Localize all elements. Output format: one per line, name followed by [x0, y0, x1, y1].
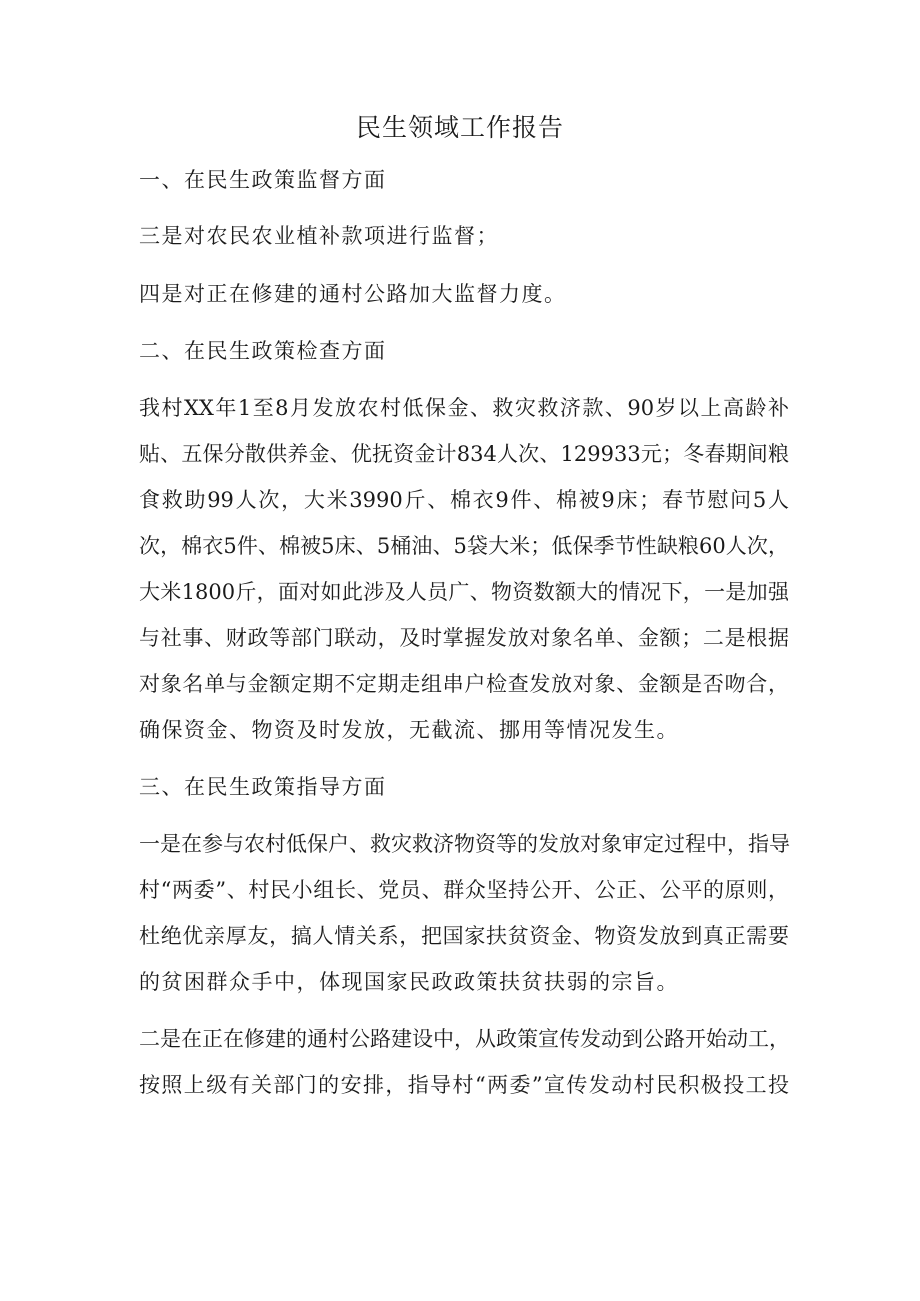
paragraph-line: 按照上级有关部门的安排，指导村“两委”宣传发动村民积极投工投: [139, 1073, 789, 1097]
paragraph-line: 四是对正在修建的通村公路加大监督力度。: [139, 282, 567, 306]
paragraph-line: 次，棉衣5件、棉被5床、5桶油、5袋大米；低保季节性缺粮60人次，: [139, 534, 789, 558]
document-title: 民生领域工作报告: [355, 113, 564, 142]
paragraph-line: 大米1800斤，面对如此涉及人员广、物资数额大的情况下，一是加强: [139, 580, 789, 604]
paragraph-line: 贴、五保分散供养金、优抚资金计834人次、129933元；冬春期间粮: [139, 442, 789, 466]
paragraph-line: 与社事、财政等部门联动，及时掌握发放对象名单、金额；二是根据: [139, 626, 789, 650]
section-heading-1: 一、在民生政策监督方面: [139, 168, 387, 192]
paragraph-line: 对象名单与金额定期不定期走组串户检查发放对象、金额是否吻合，: [139, 672, 789, 696]
paragraph-line: 食救助99人次，大米3990斤、棉衣9件、棉被9床；春节慰问5人: [139, 488, 789, 512]
section-heading-3: 三、在民生政策指导方面: [139, 775, 387, 799]
paragraph-line: 我村XX年1至8月发放农村低保金、救灾救济款、90岁以上高龄补: [139, 396, 789, 420]
paragraph-line: 村“两委”、村民小组长、党员、群众坚持公开、公正、公平的原则，: [139, 878, 789, 902]
paragraph-line: 杜绝优亲厚友，搞人情关系，把国家扶贫资金、物资发放到真正需要: [139, 924, 789, 948]
paragraph-line: 一是在参与农村低保户、救灾救济物资等的发放对象审定过程中，指导: [139, 832, 790, 856]
section-heading-2: 二、在民生政策检查方面: [139, 339, 387, 363]
paragraph-line: 的贫困群众手中，体现国家民政政策扶贫扶弱的宗旨。: [139, 970, 679, 994]
paragraph-line: 二是在正在修建的通村公路建设中，从政策宣传发动到公路开始动工，: [139, 1027, 790, 1051]
paragraph-line: 三是对农民农业植补款项进行监督；: [139, 224, 499, 248]
paragraph-line: 确保资金、物资及时发放，无截流、挪用等情况发生。: [139, 718, 679, 742]
